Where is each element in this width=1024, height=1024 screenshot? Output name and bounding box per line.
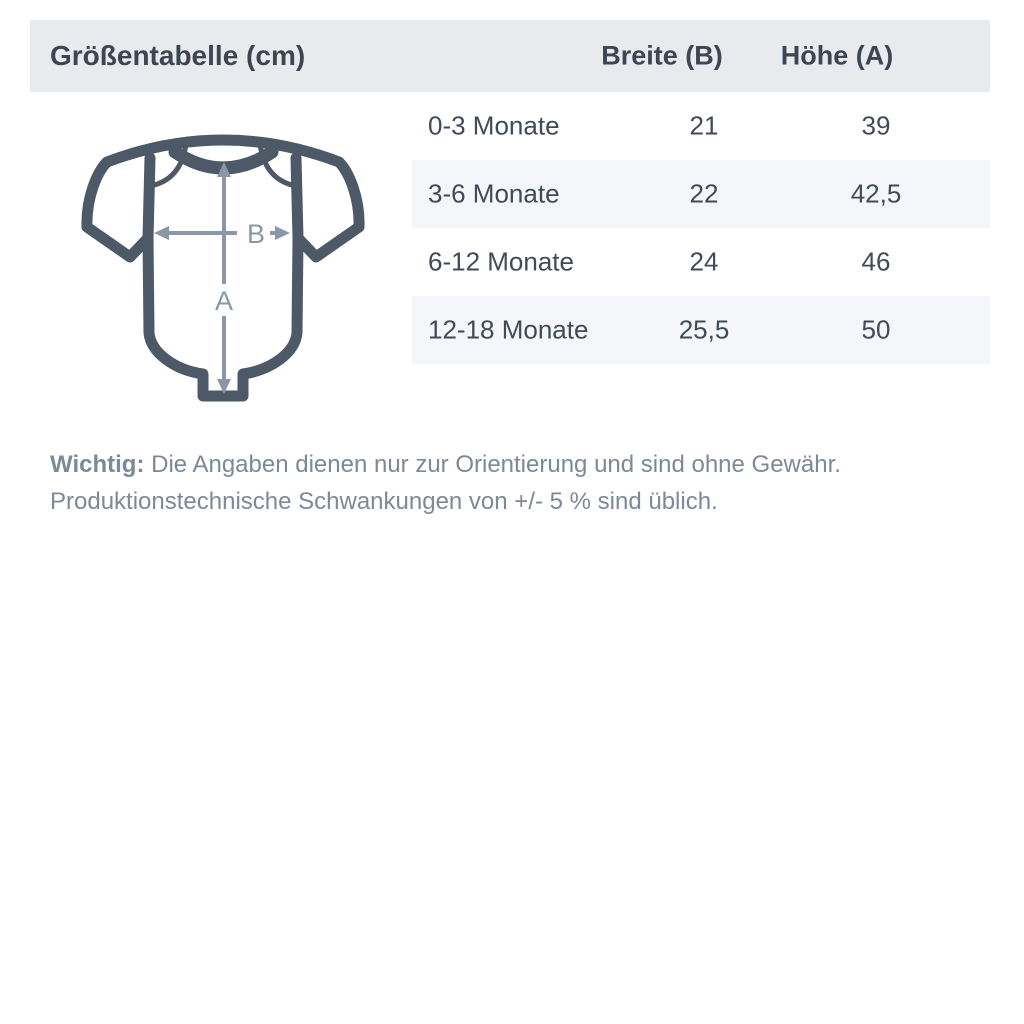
disclaimer-line1: Die Angaben dienen nur zur Orientierung und sind ohne Gewähr. — [151, 451, 841, 478]
size-table-header — [30, 20, 990, 92]
column-header-height: Höhe (A) — [780, 40, 894, 71]
size-table-title: Größentabelle (cm) — [50, 40, 306, 71]
height-value: 46 — [861, 246, 891, 277]
table-row — [412, 160, 990, 228]
column-header-width: Breite (B) — [601, 40, 723, 71]
left-seam-line — [148, 158, 150, 238]
bodysuit-diagram — [80, 120, 370, 420]
disclaimer-line2: Produktionstechnische Schwankungen von +/- 5 % sind üblich. — [50, 488, 718, 515]
width-value: 25,5 — [678, 314, 730, 345]
size-label: 3-6 Monate — [428, 178, 560, 209]
size-label: 0-3 Monate — [428, 110, 560, 141]
disclaimer-lead: Wichtig: — [50, 451, 145, 478]
size-table-body — [412, 92, 990, 364]
height-value: 42,5 — [850, 178, 902, 209]
height-value: 50 — [861, 314, 891, 345]
label-b: B — [246, 219, 266, 249]
label-a: A — [214, 286, 234, 316]
height-value: 39 — [861, 110, 891, 141]
width-value: 21 — [689, 110, 719, 141]
disclaimer-note — [50, 446, 980, 520]
width-value: 22 — [689, 178, 719, 209]
size-label: 12-18 Monate — [428, 314, 589, 345]
table-row — [412, 92, 990, 160]
bodysuit-icon — [80, 120, 370, 420]
table-row — [412, 228, 990, 296]
size-label: 6-12 Monate — [428, 246, 574, 277]
table-row — [412, 296, 990, 364]
width-value: 24 — [689, 246, 719, 277]
right-seam-line — [296, 158, 298, 238]
